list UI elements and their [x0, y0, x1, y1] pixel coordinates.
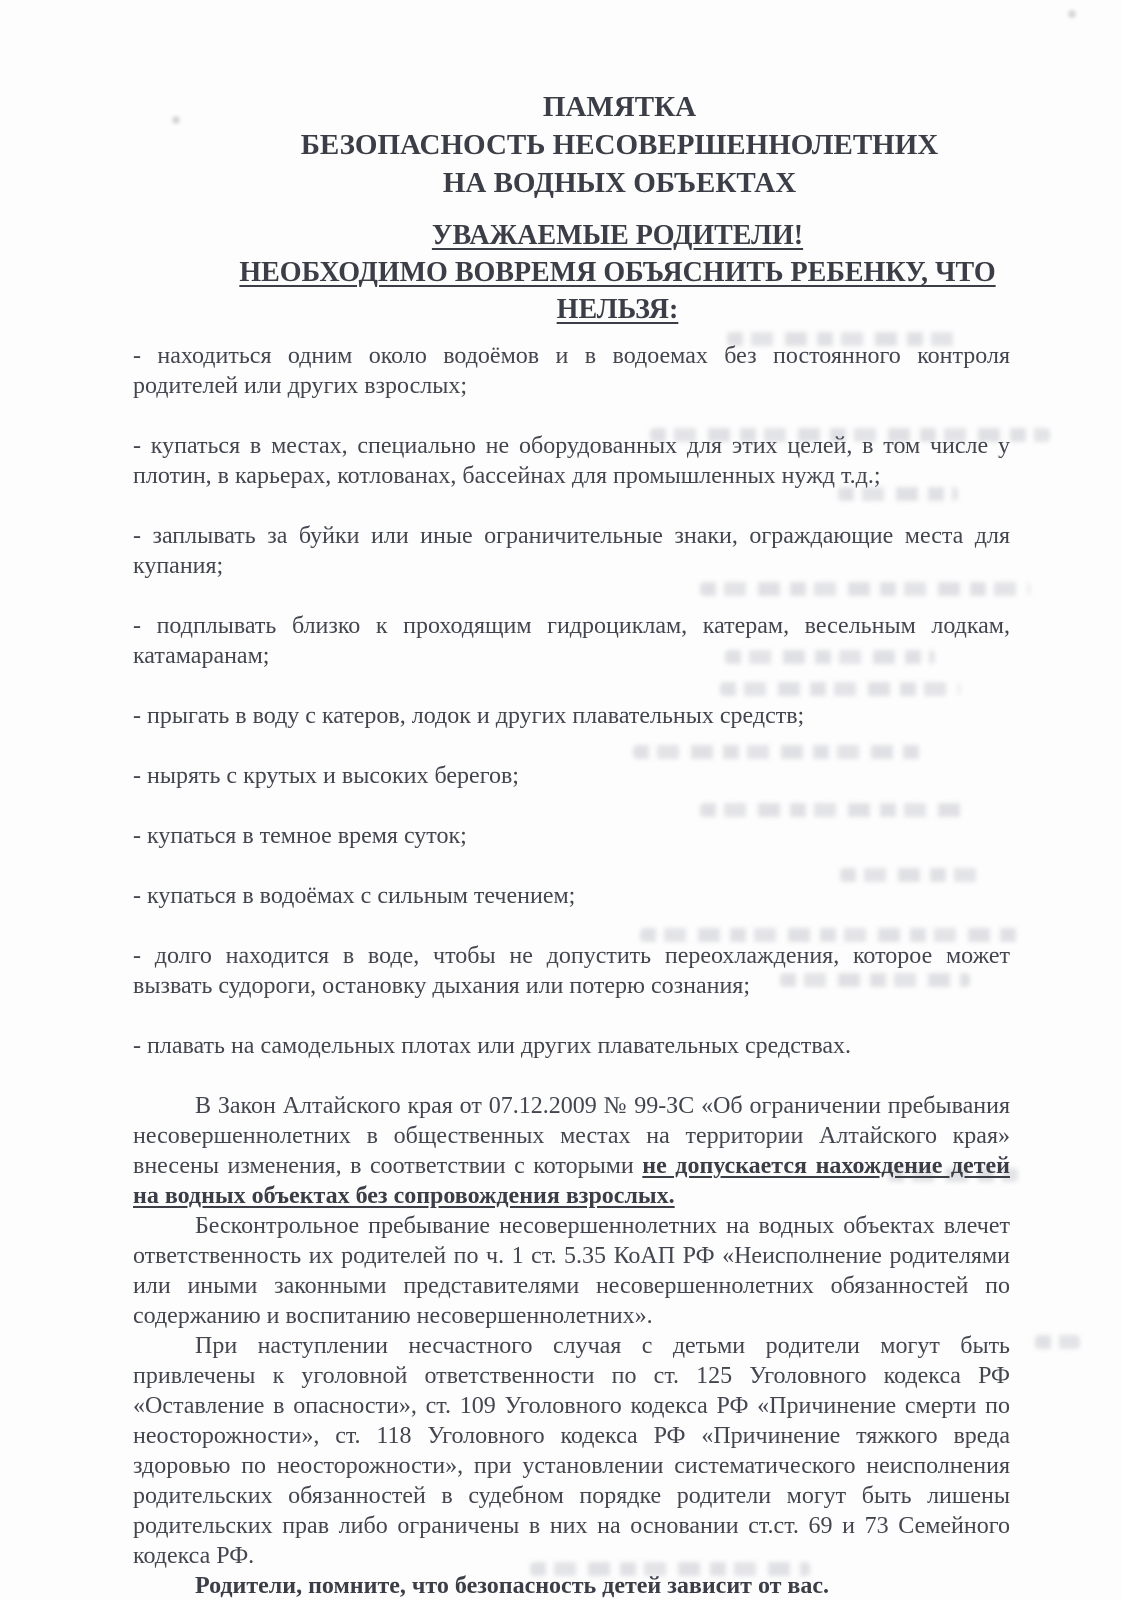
title-line-2: БЕЗОПАСНОСТЬ НЕСОВЕРШЕННОЛЕТНИХ	[300, 129, 939, 161]
subtitle-line-2-text: НЕОБХОДИМО ВОВРЕМЯ ОБЪЯСНИТЬ РЕБЕНКУ, ЧТО НЕЛЬЗЯ:	[239, 257, 996, 325]
paragraph-admin-liability: Бесконтрольное пребывание несовершеннолетних на водных объектах влечет ответственность их родителей по ч. 1 ст. 5.35 КоАП РФ «Неисполнение родителями или иными законными представителями несовершеннолетних обязанностей по содержанию и воспитанию несовершеннолетних».	[133, 1213, 1010, 1329]
subtitle-line-2	[179, 254, 1056, 328]
bleed-through-artifact	[1035, 1335, 1080, 1349]
document-title	[181, 88, 1058, 202]
document-content	[133, 88, 1010, 1600]
scan-speck	[1068, 10, 1076, 18]
body-paragraphs	[133, 1091, 1010, 1600]
title-line-1: ПАМЯТКА	[542, 91, 697, 123]
law-amendment-emphasis: не допускается нахождение детей на водных объектах без сопровождения взрослых.	[133, 1153, 1010, 1209]
law-amendment-text: В Закон Алтайского края от 07.12.2009 № 99-ЗС «Об ограничении пребывания несовершеннолетних в общественных местах на территории Алтайского края» внесены изменения, в соответствии с которыми	[133, 1093, 1010, 1179]
subtitle-line-1	[179, 217, 1056, 254]
subtitle-line-1-text: УВАЖАЕМЫЕ РОДИТЕЛИ!	[431, 220, 804, 251]
rule-item-5: - прыгать в воду с катеров, лодок и других плавательных средств;	[133, 703, 805, 729]
paragraph-criminal-liability: При наступлении несчастного случая с детьми родители могут быть привлечены к уголовной ответственности по ст. 125 Уголовного кодекса РФ «Оставление в опасности», ст. 109 Уголовного кодекса РФ «Причинение смерти по неосторожности», ст. 118 Уголовного кодекса РФ «Причинение тяжкого вреда здоровью по неосторожности», при установлении систематического неисполнения родительских обязанностей в судебном порядке родители могут быть лишены родительских прав либо ограничены в них на основании ст.ст. 69 и 73 Семейного кодекса РФ.	[133, 1333, 1010, 1569]
paragraph-law-amendment	[133, 1091, 1010, 1211]
title-line-3: НА ВОДНЫХ ОБЪЕКТАХ	[442, 167, 797, 199]
rule-item-2: - купаться в местах, специально не оборудованных для этих целей, в том числе у плотин, в карьерах, котлованах, бассейнах для промышленных нужд т.д.;	[133, 433, 1010, 489]
rule-item-3: - заплывать за буйки или иные ограничительные знаки, ограждающие места для купания;	[133, 523, 1010, 579]
document-subtitle	[179, 217, 1056, 328]
paragraph-closing: Родители, помните, что безопасность детей зависит от вас.	[195, 1573, 830, 1599]
rule-item-1: - находиться одним около водоёмов и в водоемах без постоянного контроля родителей или других взрослых;	[133, 343, 1010, 399]
rules-list	[133, 341, 1010, 1061]
rule-item-4: - подплывать близко к проходящим гидроциклам, катерам, весельным лодкам, катамаранам;	[133, 613, 1010, 669]
rule-item-7: - купаться в темное время суток;	[133, 823, 467, 849]
rule-item-9: - долго находится в воде, чтобы не допустить переохлаждения, которое может вызвать судороги, остановку дыхания или потерю сознания;	[133, 943, 1010, 999]
rule-item-6: - нырять с крутых и высоких берегов;	[133, 763, 519, 789]
rule-item-10: - плавать на самодельных плотах или других плавательных средствах.	[133, 1033, 852, 1059]
rule-item-8: - купаться в водоёмах с сильным течением;	[133, 883, 576, 909]
